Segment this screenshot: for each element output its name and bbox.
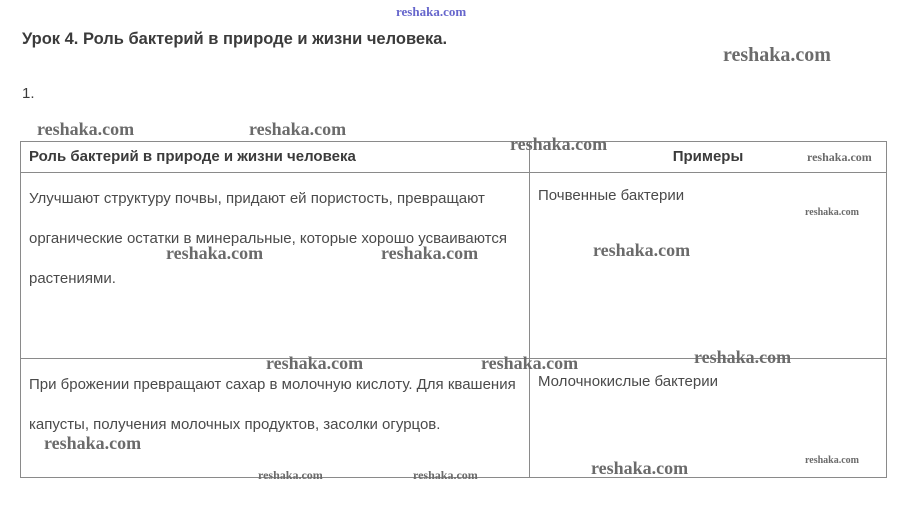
table-row xyxy=(21,173,887,359)
table-cell-example xyxy=(530,359,887,478)
table-cell-role xyxy=(21,359,530,478)
watermark: reshaka.com xyxy=(694,347,792,367)
table-row xyxy=(21,359,887,478)
watermark: reshaka.com xyxy=(593,240,691,260)
watermark: reshaka.com xyxy=(166,243,264,263)
table-header-row xyxy=(21,142,887,173)
watermark: reshaka.com xyxy=(805,207,859,218)
watermark: reshaka.com xyxy=(396,4,467,19)
role-text: Улучшают структуру почвы, придают ей пористость, превращают органические остатки в минеральные, которые хорошо усваиваются растениями. xyxy=(29,190,507,287)
watermark: reshaka.com xyxy=(44,433,142,453)
watermark: reshaka.com xyxy=(249,119,347,139)
watermark: reshaka.com xyxy=(591,458,689,478)
example-text: Молочнокислые бактерии xyxy=(538,373,718,390)
watermark: reshaka.com xyxy=(805,455,859,466)
roles-table xyxy=(20,141,887,478)
table-cell-role xyxy=(21,173,530,359)
watermark: reshaka.com xyxy=(413,468,478,482)
table-header-examples: Примеры xyxy=(530,142,887,173)
table-header-role: Роль бактерий в природе и жизни человека xyxy=(21,142,530,173)
watermark: reshaka.com xyxy=(807,150,872,164)
example-text: Почвенные бактерии xyxy=(538,187,685,204)
watermark: reshaka.com xyxy=(723,44,831,66)
watermark: reshaka.com xyxy=(381,243,479,263)
watermark: reshaka.com xyxy=(481,353,579,373)
question-number: 1. xyxy=(22,85,35,102)
watermark: reshaka.com xyxy=(510,134,608,154)
watermark: reshaka.com xyxy=(258,468,323,482)
role-text: При брожении превращают сахар в молочную кислоту. Для квашения капусты, получения молочных продуктов, засолки огурцов. xyxy=(29,376,516,433)
page-title: Урок 4. Роль бактерий в природе и жизни человека. xyxy=(22,30,448,48)
watermark: reshaka.com xyxy=(266,353,364,373)
watermark: reshaka.com xyxy=(37,119,135,139)
table-cell-example xyxy=(530,173,887,359)
